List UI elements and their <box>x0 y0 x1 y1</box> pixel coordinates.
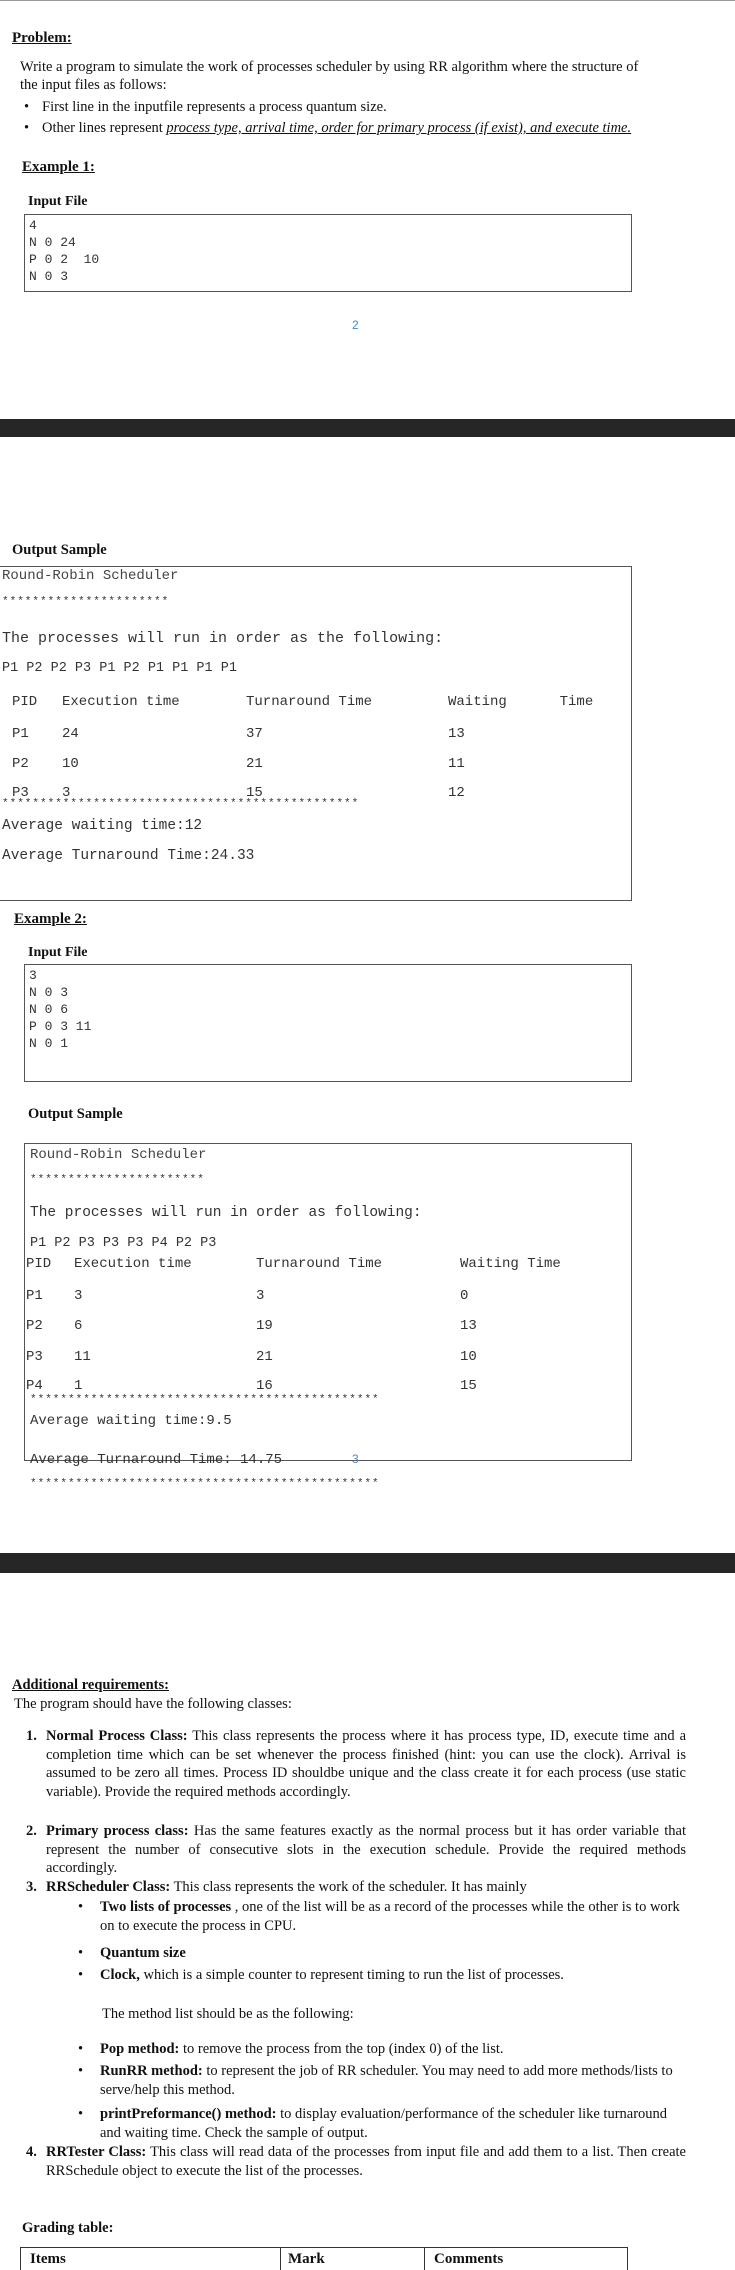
input-line: 3 <box>29 968 37 983</box>
cell: 10 <box>62 756 79 772</box>
cell: 13 <box>448 726 465 742</box>
sub-two-lists: • Two lists of processes , one of the list will be as a record of the processes while the other is to work on to execute the process in CPU. <box>100 1898 680 1935</box>
stars-divider: ********************************************** <box>30 1478 380 1490</box>
run-order: P1 P2 P2 P3 P1 P2 P1 P1 P1 P1 <box>2 661 237 676</box>
cell: 3 <box>74 1288 83 1304</box>
input-line: N 0 3 <box>29 985 69 1000</box>
col-turnaround: Turnaround Time <box>256 1256 383 1272</box>
cell: P2 <box>26 1318 43 1334</box>
cell: 16 <box>256 1378 273 1394</box>
cell: P1 <box>26 1288 43 1304</box>
page-separator <box>0 1553 735 1573</box>
cell: P2 <box>12 756 29 772</box>
table-border <box>627 2247 628 2270</box>
example2-input-box <box>24 964 632 1082</box>
cell: P1 <box>12 726 29 742</box>
col-turnaround: Turnaround Time <box>246 694 373 710</box>
table-border <box>20 2247 21 2270</box>
col-pid: PID <box>12 694 38 710</box>
col-comments: Comments <box>434 2251 504 2267</box>
input-line: 4 <box>29 218 37 233</box>
page-separator <box>0 419 735 437</box>
page-number: 3 <box>352 1452 359 1466</box>
grading-heading: Grading table: <box>22 2220 114 2236</box>
req-normal-process: 1. Normal Process Class: This class represents the process where it has process type, ID, execute time and a completion time which can be set whenever the process finished (hint: you can use the clock). Arrival is assumed to be zero all times. Process ID shouldbe unique and the class create it for each process (use static variable). Provide the required methods accordingly. <box>26 1728 686 1800</box>
cell: P3 <box>26 1349 43 1365</box>
problem-intro: Write a program to simulate the work of processes scheduler by using RR algorithm where the structure of the input files as follows: <box>20 59 639 93</box>
input-line: P 0 3 11 <box>29 1019 92 1034</box>
example1-input-label: Input File <box>28 194 88 209</box>
cell: 15 <box>246 785 263 801</box>
table-border <box>280 2247 281 2270</box>
col-waiting: Waiting Time <box>448 694 594 710</box>
sub-pop-method: • Pop method: to remove the process from the top (index 0) of the list. <box>100 2040 680 2059</box>
table-border <box>424 2247 425 2270</box>
order-heading: The processes will run in order as following: <box>30 1205 422 1221</box>
method-intro: The method list should be as the following: <box>102 2006 354 2022</box>
sub-print-performance: • printPreformance() method: to display evaluation/performance of the scheduler like turnaround and waiting time. Check the sample of output. <box>100 2105 680 2142</box>
problem-heading: Problem: <box>12 30 72 46</box>
avg-waiting: Average waiting time:9.5 <box>30 1413 232 1429</box>
bullet-lines: • Other lines represent process type, arrival time, order for primary process (if exist), and execute time. <box>20 119 650 137</box>
input-line: P 0 2 10 <box>29 252 100 267</box>
avg-turnaround: Average Turnaround Time:24.33 <box>2 848 255 864</box>
cell: P4 <box>26 1378 43 1394</box>
cell: P3 <box>12 785 29 801</box>
requirements-heading: Additional requirements: <box>12 1677 169 1693</box>
req-rrtester: 4. RRTester Class: This class will read data of the processes from input file and add them to a list. Then create RRSchedule object to execute the list of the processes. <box>26 2144 686 2179</box>
problem-bullets <box>20 98 650 137</box>
stars-divider: *********************************************** <box>2 798 360 810</box>
cell: 15 <box>460 1378 477 1394</box>
req-primary-process: 2. Primary process class: Has the same features exactly as the normal process but it has order variable that represent the number of consecutive slots in the execution schedule. Provide the required methods accordingly. <box>26 1823 686 1876</box>
cell: 10 <box>460 1349 477 1365</box>
cell: 0 <box>460 1288 469 1304</box>
sub-clock: • Clock, which is a simple counter to represent timing to run the list of processes. <box>100 1966 680 1985</box>
grading-table-header <box>20 2247 628 2270</box>
cell: 11 <box>448 756 465 772</box>
example2-input-label: Input File <box>28 945 88 960</box>
cell: 13 <box>460 1318 477 1334</box>
output-title: Round-Robin Scheduler <box>30 1147 207 1163</box>
stars-divider: ********************** <box>2 596 170 608</box>
example2-output-label: Output Sample <box>28 1106 123 1122</box>
col-mark: Mark <box>288 2251 325 2267</box>
col-pid: PID <box>26 1256 52 1272</box>
input-line: N 0 24 <box>29 235 76 250</box>
order-heading: The processes will run in order as the following: <box>2 630 444 647</box>
avg-waiting: Average waiting time:12 <box>2 818 203 834</box>
stars-divider: *********************** <box>30 1174 205 1186</box>
col-items: Items <box>30 2251 66 2267</box>
col-waiting: Waiting Time <box>460 1256 561 1272</box>
example1-input-box <box>24 214 632 292</box>
example1-output-label: Output Sample <box>12 542 107 558</box>
col-exec: Execution time <box>62 694 180 710</box>
cell: 21 <box>256 1349 273 1365</box>
cell: 21 <box>246 756 263 772</box>
stars-divider: ********************************************** <box>30 1394 380 1406</box>
input-line: N 0 3 <box>29 269 69 284</box>
page-number: 2 <box>352 318 359 332</box>
cell: 1 <box>74 1378 83 1394</box>
cell: 24 <box>62 726 79 742</box>
input-line: N 0 6 <box>29 1002 69 1017</box>
cell: 3 <box>256 1288 265 1304</box>
output-title: Round-Robin Scheduler <box>2 568 179 584</box>
top-rule <box>0 0 735 1</box>
example1-heading: Example 1: <box>22 159 95 175</box>
run-order: P1 P2 P3 P3 P3 P4 P2 P3 <box>30 1236 217 1251</box>
avg-turnaround: Average Turnaround Time: 14.75 <box>30 1452 283 1468</box>
example2-heading: Example 2: <box>14 911 87 927</box>
cell: 3 <box>62 785 71 801</box>
bullet-quantum: • First line in the inputfile represents a process quantum size. <box>20 98 650 116</box>
requirements-intro: The program should have the following classes: <box>14 1696 292 1712</box>
cell: 11 <box>74 1349 91 1365</box>
sub-runrr-method: • RunRR method: to represent the job of RR scheduler. You may need to add more methods/lists to serve/help this method. <box>100 2062 680 2099</box>
col-exec: Execution time <box>74 1256 192 1272</box>
sub-quantum-size: • Quantum size <box>100 1944 680 1963</box>
cell: 6 <box>74 1318 83 1334</box>
req-rrscheduler: 3. RRScheduler Class: This class represents the work of the scheduler. It has mainly <box>26 1879 527 1895</box>
cell: 19 <box>256 1318 273 1334</box>
input-line: N 0 1 <box>29 1036 69 1051</box>
cell: 37 <box>246 726 263 742</box>
cell: 12 <box>448 785 465 801</box>
